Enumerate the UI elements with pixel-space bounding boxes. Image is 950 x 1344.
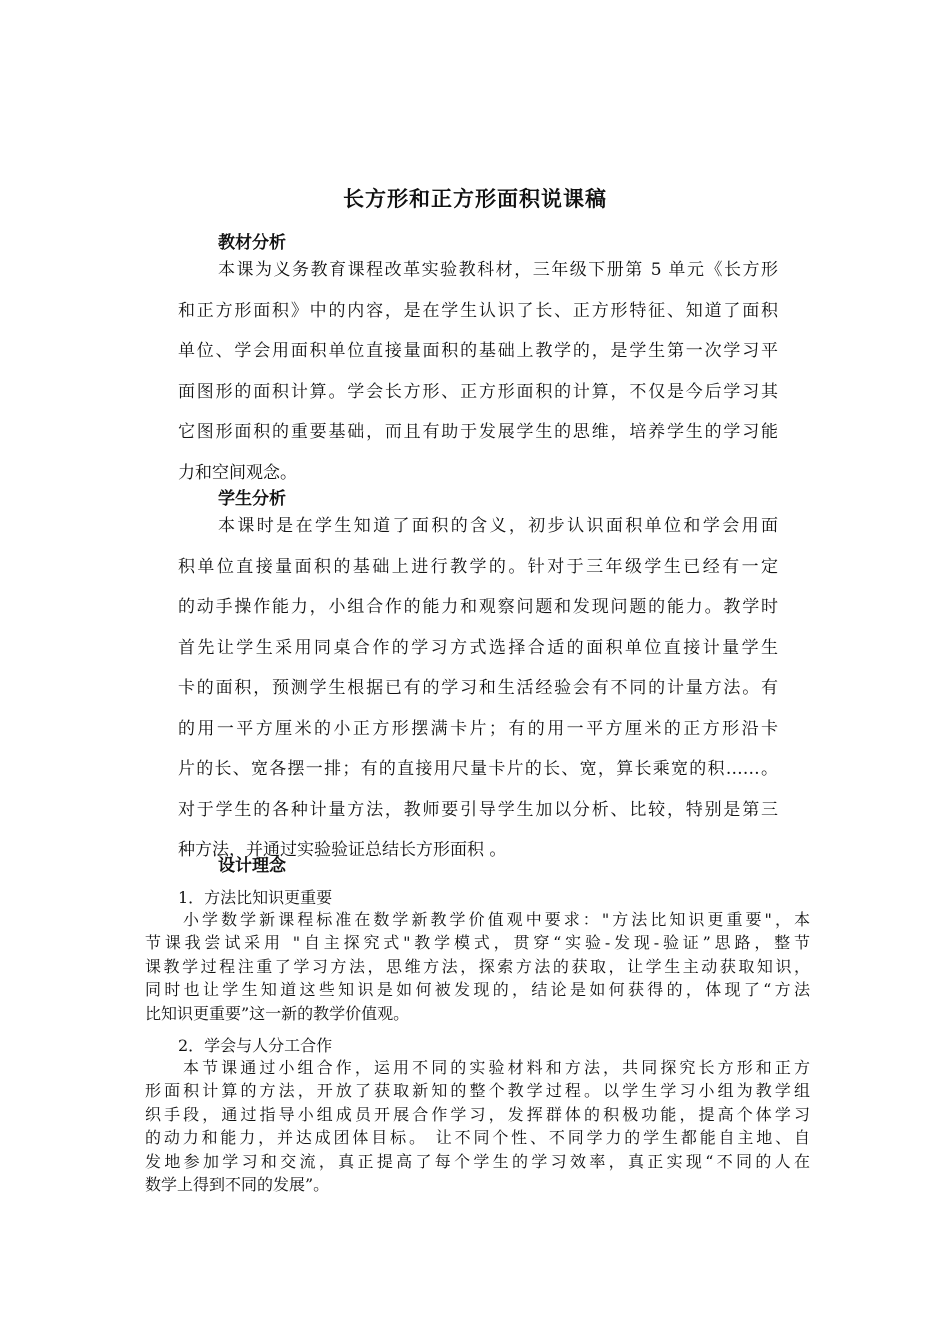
textbook-analysis-paragraph [178,258,778,501]
document-title: 长方形和正方形面积说课稿 [343,187,607,211]
paragraph-line: 对于学生的各种计量方法，教师要引导学生加以分析、比较，特别是第三 [178,799,778,820]
paragraph-line: 和正方形面积》中的内容，是在学生认识了长、正方形特征、知道了面积 [178,300,778,321]
paragraph-line: 积单位直接量面积的基础上进行教学的。针对于三年级学生已经有一定 [178,556,778,577]
paragraph-line: 本课时是在学生知道了面积的含义，初步认识面积单位和学会用面 [218,516,778,536]
paragraph-line: 卡的面积，预测学生根据已有的学习和生活经验会有不同的计量方法。有 [178,678,778,698]
heading-textbook-analysis: 教材分析 [218,233,286,253]
paragraph-line: 的动手操作能力，小组合作的能力和观察问题和发现问题的能力。教学时 [178,597,778,617]
paragraph-line: 本课为义务教育课程改革实验教科材，三年级下册第 5 单元《长方形 [218,260,778,280]
paragraph-line: 面图形的面积计算。学会长方形、正方形面积的计算，不仅是今后学习其 [178,381,778,402]
paragraph-line: 本节课通过小组合作，运用不同的实验材料和方法，共同探究长方形和正方 [183,1058,810,1077]
paragraph-line: 的动力和能力，并达成团体目标。 让不同个性、不同学力的学生都能自主地、自 [145,1128,810,1148]
paragraph-line: 单位、学会用面积单位直接量面积的基础上教学的，是学生第一次学习平 [178,341,778,361]
paragraph-line: 比知识更重要”这一新的教学价值观。 [145,1003,410,1023]
design-point-1-title: 1．方法比知识更重要 [178,888,333,907]
heading-student-analysis: 学生分析 [218,489,286,509]
paragraph-line: 同时也让学生知道这些知识是如何被发现的，结论是如何获得的，体现了“方法 [145,980,810,1000]
paragraph-line: 织手段，通过指导小组成员开展合作学习，发挥群体的积极功能，提高个体学习 [145,1104,810,1124]
paragraph-line: 力和空间观念。 [178,462,297,483]
student-analysis-paragraph [178,514,778,879]
paragraph-line: 首先让学生采用同桌合作的学习方式选择合适的面积单位直接计量学生 [178,637,778,658]
paragraph-line: 课教学过程注重了学习方法，思维方法，探索方法的获取，让学生主动获取知识， [145,956,810,976]
paragraph-line: 节课我尝试采用 "自主探究式"教学模式，贯穿“实验-发现-验证”思路，整节 [145,933,810,953]
paragraph-line: 它图形面积的重要基础，而且有助于发展学生的思维，培养学生的学习能 [178,422,778,442]
paragraph-line: 种方法，并通过实验验证总结长方形面积 。 [178,840,507,860]
design-point-2-paragraph [145,1056,810,1196]
paragraph-line: 数学上得到不同的发展”。 [145,1174,330,1194]
design-point-1-paragraph [145,908,810,1025]
paragraph-line: 小学数学新课程标准在数学新教学价值观中要求："方法比知识更重要"，本 [183,910,810,929]
paragraph-line: 片的长、宽各摆一排；有的直接用尺量卡片的长、宽，算长乘宽的积……。 [178,759,778,779]
paragraph-line: 的用一平方厘米的小正方形摆满卡片；有的用一平方厘米的正方形沿卡 [178,718,778,739]
paragraph-line: 发地参加学习和交流，真正提高了每个学生的学习效率，真正实现“不同的人在 [145,1151,810,1171]
heading-design-philosophy: 设计理念 [218,856,286,876]
paragraph-line: 形面积计算的方法，开放了获取新知的整个教学过程。以学生学习小组为教学组 [145,1081,810,1101]
design-point-2-title: 2．学会与人分工合作 [178,1036,333,1055]
